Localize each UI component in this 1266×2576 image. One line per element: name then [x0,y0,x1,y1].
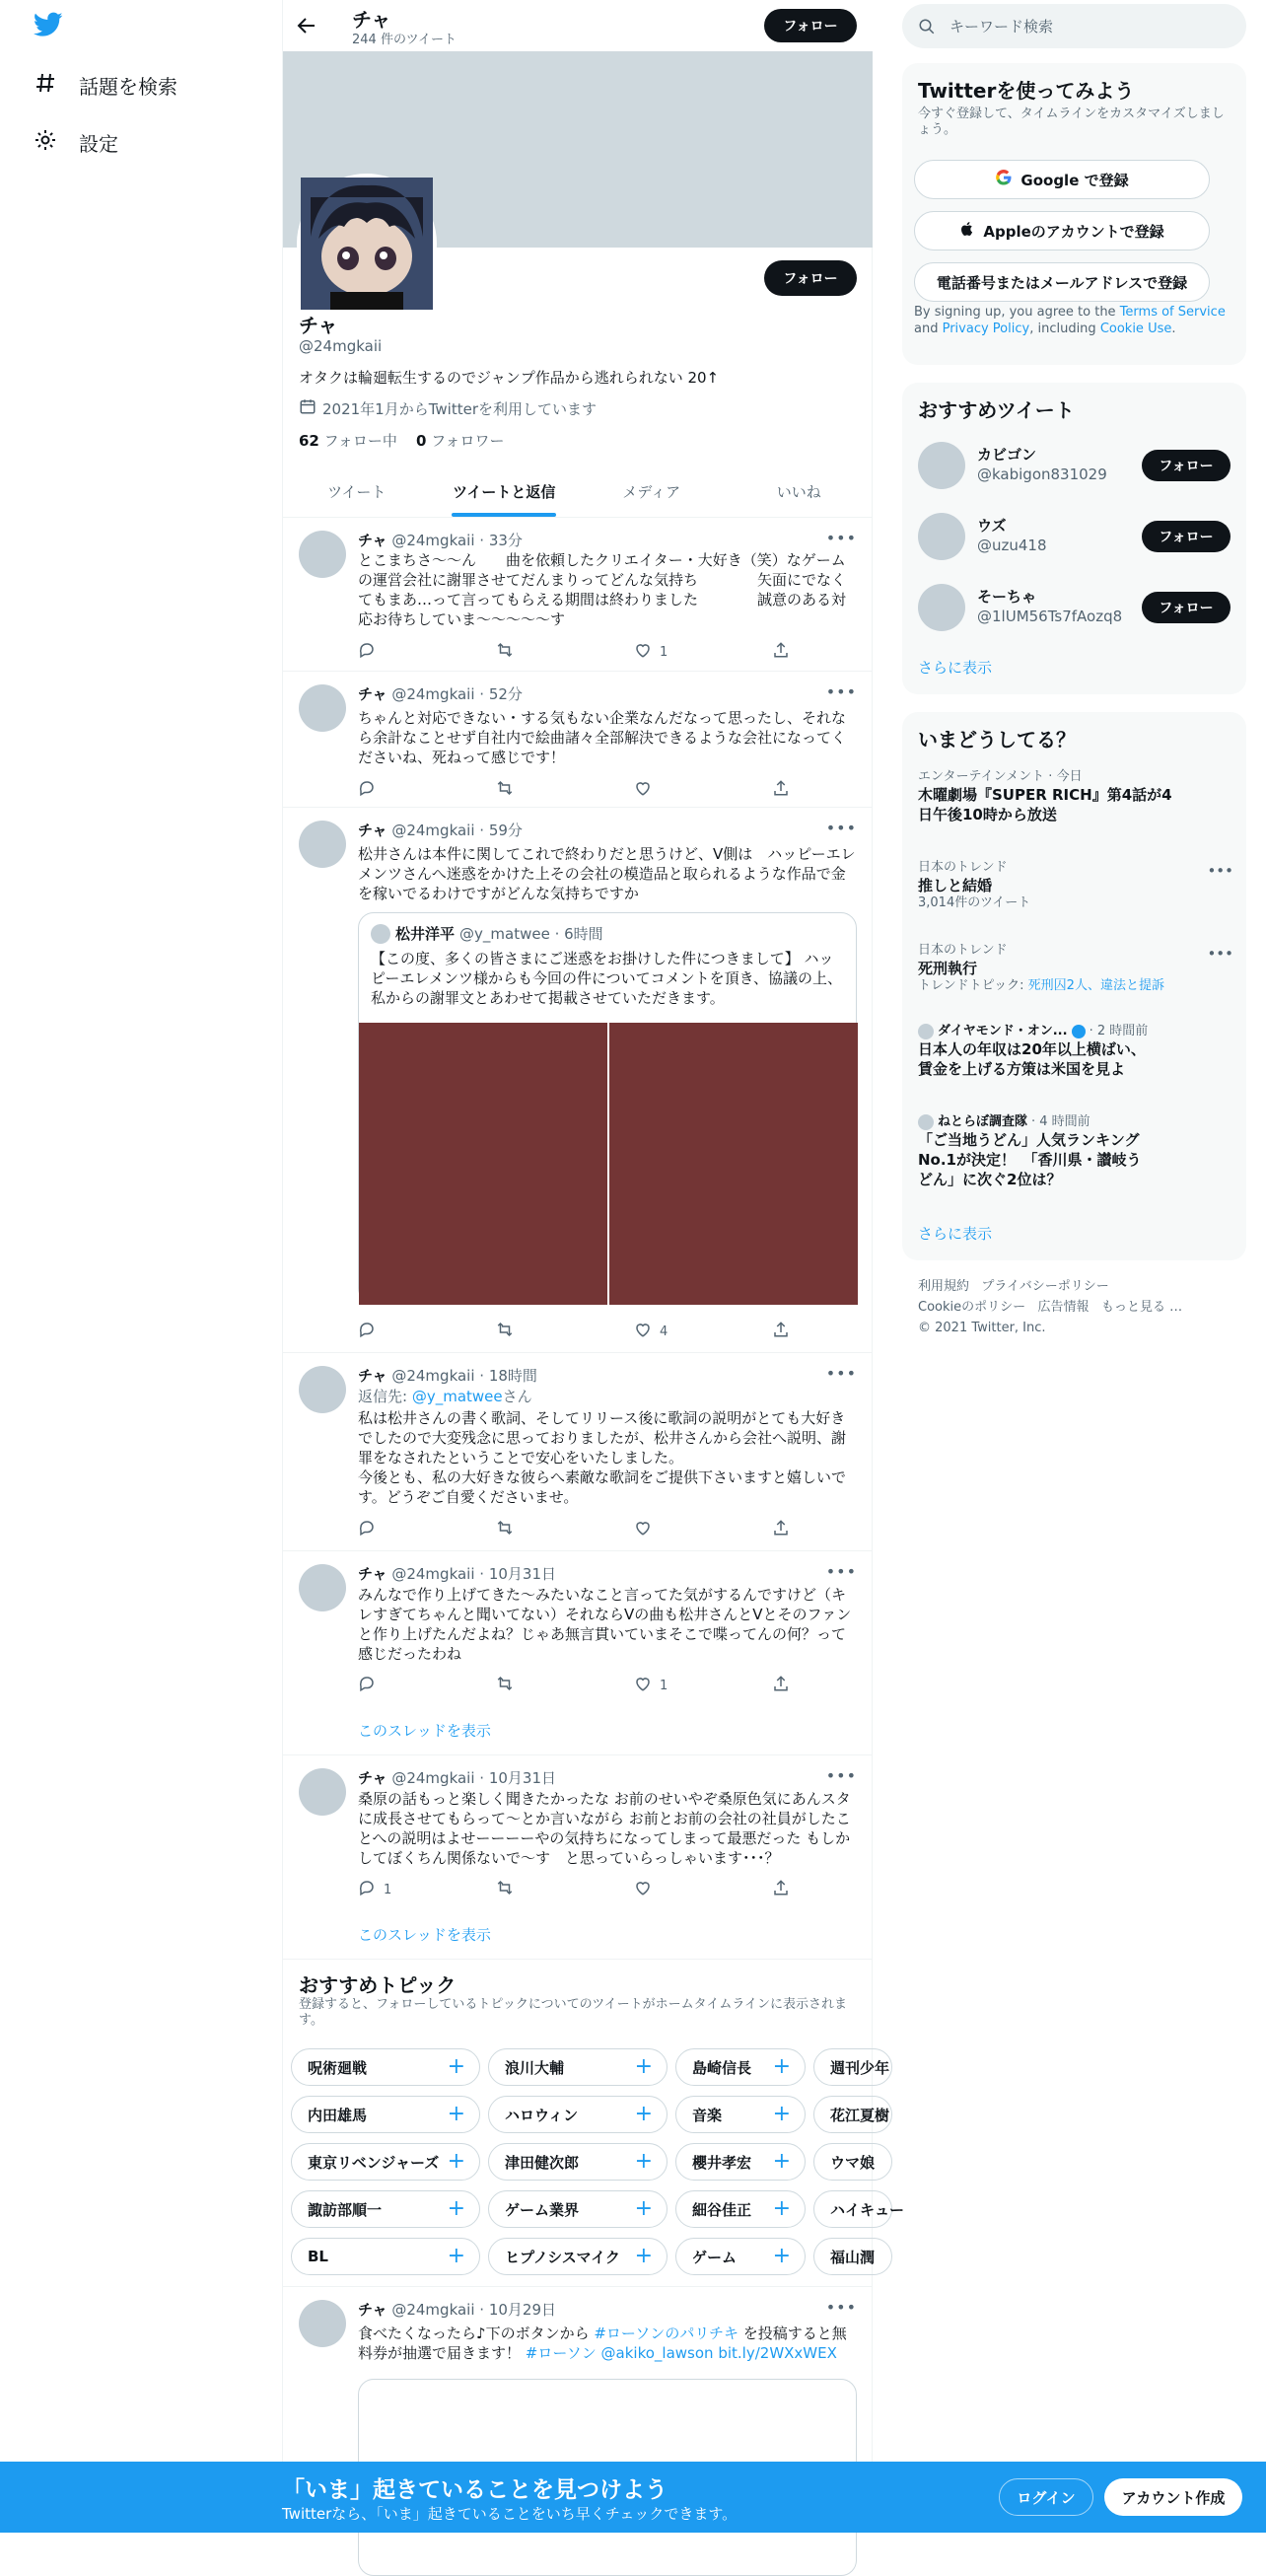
topic-chip[interactable] [488,2048,668,2086]
topic-label: 細谷佳正 [692,2200,752,2219]
topic-label: ハイキュー [830,2200,905,2219]
plus-icon[interactable]: + [447,2054,465,2079]
who-to-follow-panel [902,383,1246,694]
topic-chip[interactable] [488,2096,668,2133]
retweet-icon [496,1675,514,1696]
heart-icon [634,1321,652,1342]
retweet-button[interactable] [496,641,604,663]
reply-to-mention[interactable]: @y_matwee [411,1388,503,1405]
topic-label: 福山潤 [830,2248,876,2266]
bottom-bar-subtitle: Twitterなら、「いま」起きていることをいち早くチェックできます。 [282,2505,738,2523]
more-icon[interactable]: ••• [825,1562,857,1581]
tweet-text: 桑原の話もっと楽しく聞きたかったな お前のせいやぞ桑原色気にあんスタに成長させてもらって〜とか言いながら お前とお前の会社の社員がしたことへの説明はよせーーーーやの気持ちになってしまって最悪だった もしかしてぼくちん関係ないで〜す と思っていらっしゃいます･･･？ [358,1790,851,1867]
recommended-user[interactable] [902,430,1246,501]
trend-item[interactable] [918,943,1233,994]
header-title: チャ [352,8,391,32]
share-icon [772,1321,790,1342]
source-avatar [918,1114,934,1130]
user-avatar[interactable] [918,584,965,631]
topic-label: 音楽 [692,2106,723,2124]
tab-tweets[interactable]: ツイート [327,482,387,501]
topic-label: ヒプノシスマイク [505,2248,620,2266]
quote-image[interactable] [359,1023,858,1305]
trend-name: 推しと結婚 [918,877,993,894]
verified-badge-icon [1072,1025,1086,1038]
trend-tweet-count: 3,014件のツイート [918,895,1031,910]
topic-chip[interactable] [291,2143,480,2181]
topic-label: 津田健次郎 [505,2153,580,2172]
plus-icon[interactable]: + [447,2149,465,2174]
signup-panel [902,63,1246,365]
topics-description: 登録すると、フォローしているトピックについてのツイートがホームタイムラインに表示されます。 [299,1997,848,2028]
tweet-header: チャ @24mgkaii · 52分 [358,685,523,703]
tweet-actions [358,1322,792,1341]
reply-button[interactable] [358,1321,466,1342]
plus-icon[interactable]: + [634,2244,653,2268]
plus-icon[interactable]: + [634,2054,653,2079]
reply-button[interactable] [358,641,466,663]
plus-icon[interactable]: + [634,2196,653,2221]
nav-explore-label: 話題を検索 [79,75,177,99]
share-icon [772,1675,790,1696]
who-to-follow-title: おすすめツイート [918,398,1075,422]
news-item[interactable] [918,1114,1233,1189]
follow-button[interactable]: フォロー [1142,450,1231,481]
tweet-text: 松井さんは本件に関してこれで終わりだと思うけど、V側は ハッピーエレメンツさんへ迷惑をかけた上その会社の模造品と取られるような作品で金を稼いでるわけですがどんな気持ちですか [358,845,856,902]
show-more-link[interactable]: さらに表示 [918,1225,993,1243]
profile-bio: オタクは輪廻転生するのでジャンプ作品から逃れられない 20↑ [299,369,720,387]
bottom-bar-title: 「いま」起きていることを見つけよう [282,2477,668,2503]
tweet-avatar[interactable] [299,821,346,868]
signup-bottom-bar [0,2462,1266,2533]
more-icon[interactable]: ••• [825,1364,857,1383]
share-icon [772,1519,790,1540]
trend-category: エンターテインメント · 今日 [918,769,1083,784]
tweet-avatar[interactable] [299,1768,346,1816]
tweet-header: チャ @24mgkaii · 18時間 [358,1367,537,1385]
topics-title: おすすめトピック [299,1973,457,1997]
more-icon[interactable]: ••• [825,682,857,701]
footer-link[interactable]: もっと見る … [1100,1300,1183,1315]
topic-chip[interactable] [488,2190,668,2228]
user-handle: @kabigon831029 [977,465,1107,483]
gear-icon [34,128,57,157]
plus-icon[interactable]: + [772,2244,791,2268]
terms-link[interactable]: Terms of Service [1119,305,1226,320]
trend-topic-links[interactable]: 死刑囚2人、違法と提訴 [1027,978,1164,993]
following-link[interactable]: 62 フォロー中 [299,432,397,450]
url-link[interactable]: bit.ly/2WXxWEX [718,2344,837,2362]
user-avatar[interactable] [918,442,965,489]
topic-chip[interactable] [291,2048,480,2086]
plus-icon[interactable]: + [447,2196,465,2221]
plus-icon[interactable]: + [772,2149,791,2174]
profile-name: チャ [299,314,338,337]
tweet-text: みんなで作り上げてきた〜みたいなこと言ってた気がするんですけど（キレすぎてちゃんと聞いてない）それならVの曲も松井さんとVとそのファンと作り上げたんだよね？じゃあ無言貫いていまそこで喋ってんの何？って感じだったわね [358,1586,852,1663]
user-name: カビゴン [977,446,1037,464]
source-avatar [918,1024,934,1039]
like-button[interactable]: 1 [634,1675,742,1696]
footer-link[interactable]: プライバシーポリシー [981,1279,1109,1294]
like-button[interactable]: 1 [634,641,742,663]
quote-text: 【この度、多くの皆さまにご迷惑をお掛けした件につきまして】 ハッピーエレメンツ様からも今回の件についてコメントを頂き、協議の上、私からの謝罪文とあわせて掲載させていただきます。 [371,950,843,1007]
retweet-button[interactable] [496,1879,604,1900]
retweet-button[interactable] [496,1321,604,1342]
reply-icon [358,1879,376,1900]
profile-joined [299,397,597,419]
phone-email-signup-button[interactable]: 電話番号またはメールアドレスで登録 [914,262,1210,302]
topic-label: 東京リベンジャーズ [308,2153,440,2172]
topic-label: 島崎信長 [692,2058,752,2077]
more-icon[interactable]: ••• [825,819,857,837]
share-button[interactable] [772,1321,792,1342]
reply-button[interactable] [358,779,466,801]
share-button[interactable] [772,1879,792,1900]
nav-settings[interactable] [34,128,118,157]
topic-chip[interactable] [675,2238,806,2275]
like-button[interactable] [634,779,742,801]
reply-icon [358,779,376,801]
tweet-avatar[interactable] [299,1564,346,1611]
cookie-link[interactable]: Cookie Use [1099,322,1172,336]
reply-icon [358,641,376,663]
recommended-user[interactable] [902,572,1246,643]
like-button[interactable]: 4 [634,1321,742,1342]
recommended-topics [283,1960,905,2287]
topic-chip[interactable] [291,2238,480,2275]
retweet-icon [496,779,514,801]
signup-button[interactable]: アカウント作成 [1104,2478,1242,2516]
privacy-link[interactable]: Privacy Policy [942,322,1030,336]
topic-chip[interactable] [291,2190,480,2228]
tweet[interactable] [283,673,873,808]
tweet-actions [358,1676,792,1695]
header-follow-button[interactable]: フォロー [764,9,857,42]
profile-avatar[interactable] [297,174,437,314]
plus-icon[interactable]: + [772,2102,791,2126]
like-button[interactable] [634,1879,742,1900]
topic-label: ハロウィン [505,2106,579,2124]
trends-panel [902,712,1246,1260]
tweet-avatar[interactable] [299,684,346,732]
topic-label: 花江夏樹 [830,2106,890,2124]
tweet-avatar[interactable] [299,2300,346,2347]
user-avatar[interactable] [918,513,965,560]
tweet-actions [358,1520,792,1539]
follow-button[interactable]: フォロー [1142,592,1231,623]
tweet-count: 244 件のツイート [352,33,457,47]
heart-icon [634,1519,652,1540]
search-icon [918,18,936,36]
plus-icon[interactable]: + [634,2102,653,2126]
left-navigation [0,0,282,2533]
topic-label: 櫻井孝宏 [692,2153,752,2172]
back-arrow-icon[interactable] [295,14,318,37]
show-thread-link[interactable]: このスレッドを表示 [358,1926,491,1944]
topic-chip[interactable] [675,2048,806,2086]
reply-to-line: 返信先: @y_matweeさん [358,1388,532,1405]
topic-label: 浪川大輔 [505,2058,565,2077]
tab-media[interactable]: メディア [622,482,681,501]
tweet[interactable] [283,1756,873,1960]
tab-likes[interactable]: いいね [776,482,821,501]
plus-icon[interactable]: + [772,2054,791,2079]
followers-link[interactable]: 0 フォロワー [416,432,505,450]
trend-topics: トレンドトピック: 死刑囚2人、違法と提訴 [918,978,1164,993]
login-button[interactable]: ログイン [999,2478,1093,2516]
user-name: ウズ [977,517,1007,535]
main-column [282,0,905,2533]
twitter-logo-icon[interactable] [34,12,63,41]
retweet-icon [496,1321,514,1342]
tweet-avatar[interactable] [299,531,346,578]
plus-icon[interactable]: + [447,2244,465,2268]
reply-button[interactable]: 1 [358,1879,466,1900]
profile-handle: @24mgkaii [299,337,383,355]
terms-notice: By signing up, you agree to the Terms of Service and Privacy Policy, including Cookie Use. [914,305,1226,336]
user-handle: @1lUM56Ts7fAozq8 [977,608,1123,625]
joined-text: 2021年1月からTwitterを利用しています [322,399,597,418]
share-button[interactable] [772,1675,792,1696]
google-signup-label: Google で登録 [1020,171,1129,189]
trend-item[interactable] [918,860,1233,911]
hashtag-link[interactable]: #ローソンのパリチキ [594,2325,739,2342]
retweet-button[interactable] [496,1675,604,1696]
retweet-icon [496,1879,514,1900]
share-icon [772,1879,790,1900]
tweet-header: チャ @24mgkaii · 10月31日 [358,1769,556,1787]
plus-icon[interactable]: + [634,2149,653,2174]
apple-signup-button[interactable] [914,211,1210,250]
topic-label: 呪術廻戦 [308,2058,368,2077]
tweet-actions [358,1880,792,1899]
follow-stats [299,430,504,451]
heart-icon [634,641,652,663]
hashtag-link[interactable]: #ローソン [525,2344,597,2362]
profile-follow-button[interactable]: フォロー [764,260,857,296]
topic-label: BL [308,2248,328,2265]
show-more-link[interactable]: さらに表示 [918,659,993,677]
more-icon[interactable]: ••• [825,2298,857,2317]
tweet-text: とこまちさ〜〜ん 曲を依頼したクリエイター・大好き（笑）なゲームの運営会社に謝罪させてだんまりってどんな気持ち 矢面にでなくてもまあ…って言ってもらえる期間は終わりました 誠意のある対応お待ちしていま〜〜〜〜〜す [358,551,847,628]
more-icon[interactable]: ••• [825,529,857,547]
retweet-button[interactable] [496,779,604,801]
trend-name: 死刑執行 [918,960,978,977]
reply-icon [358,1675,376,1696]
tweet[interactable] [283,809,873,1353]
calendar-icon [299,397,316,419]
topic-label: 週刊少年 [830,2058,890,2077]
tweet[interactable] [283,1552,873,1755]
follow-button[interactable]: フォロー [1142,521,1231,552]
tweet-header: チャ @24mgkaii · 10月31日 [358,1565,556,1583]
quoted-tweet[interactable] [358,912,857,1304]
quote-header: 松井洋平 @y_matwee · 6時間 [371,923,603,944]
signup-title: Twitterを使ってみよう [918,79,1135,103]
news-item[interactable] [918,1024,1233,1079]
reply-icon [358,1519,376,1540]
more-icon[interactable]: ••• [1207,862,1233,880]
trend-name: 木曜劇場『SUPER RICH』第4話が4日午後10時から放送 [918,786,1172,823]
heart-icon [634,1879,652,1900]
google-signup-button[interactable] [914,160,1210,199]
retweet-icon [496,641,514,663]
more-icon[interactable]: ••• [1207,945,1233,963]
plus-icon[interactable]: + [447,2102,465,2126]
topic-label: 内田雄馬 [308,2106,368,2124]
topic-chip[interactable] [488,2143,668,2181]
footer-link[interactable]: Cookieのポリシー [918,1300,1026,1315]
profile-header-bar [283,0,873,51]
topic-chip[interactable] [488,2238,668,2275]
plus-icon[interactable]: + [772,2196,791,2221]
google-icon [995,169,1013,190]
reply-button[interactable] [358,1519,466,1540]
tweet-text: ちゃんと対応できない・する気もない企業なんだなって思ったし、それなら余計なことせず自社内で絵曲諸々全部解決できるような会社になってくださいね、死ねって感じです！ [358,709,847,766]
apple-signup-label: Appleのアカウントで登録 [983,222,1164,241]
like-button[interactable] [634,1519,742,1540]
tweet-header: チャ @24mgkaii · 33分 [358,532,523,549]
topic-label: ウマ娘 [830,2153,876,2172]
tweet-text: 私は松井さんの書く歌詞、そしてリリース後に歌詞の説明がとても大好きでしたので大変残念に思っておりましたが、松井さんから会社へ説明、謝罪をなされたということで安心をいたしました。 今後とも、私の大好きな彼らへ素敵な歌詞をご提供下さいますと嬉しいです。どうぞご自愛くださいませ。 [358,1409,847,1506]
more-icon[interactable]: ••• [825,1766,857,1785]
hashtag-icon [34,71,57,100]
footer-links [918,1276,1233,1338]
recommended-user[interactable] [902,501,1246,572]
tweet-header: チャ @24mgkaii · 10月29日 [358,2301,556,2319]
retweet-button[interactable] [496,1519,604,1540]
trend-item[interactable] [918,769,1233,824]
news-headline: 「ご当地うどん」人気ランキングNo.1が決定！ 「香川県・讃岐うどん」に次ぐ2位は？ [918,1131,1142,1188]
topic-label: ゲーム業界 [505,2200,580,2219]
topic-chip[interactable] [291,2096,480,2133]
quote-avatar [371,924,390,944]
footer-link[interactable]: 利用規約 [918,1279,970,1294]
reply-icon [358,1321,376,1342]
search-box[interactable] [902,4,1246,48]
news-headline: 日本人の年収は20年以上横ばい、賃金を上げる方策は米国を見よ [918,1040,1146,1078]
profile-tabs [283,465,873,518]
topic-label: ゲーム [692,2248,738,2266]
retweet-icon [496,1519,514,1540]
nav-settings-label: 設定 [79,132,118,156]
share-button[interactable] [772,779,792,801]
tweet-actions [358,780,792,800]
reply-button[interactable] [358,1675,466,1696]
show-thread-link[interactable]: このスレッドを表示 [358,1722,491,1740]
trends-title: いまどうしてる？ [918,728,1076,751]
share-icon [772,779,790,801]
topic-chip[interactable] [675,2143,806,2181]
mention-link[interactable]: @akiko_lawson [600,2344,714,2362]
topic-chip[interactable] [675,2096,806,2133]
tab-tweets-and-replies[interactable]: ツイートと返信 [431,465,579,517]
signup-description: 今すぐ登録して、タイムラインをカスタマイズしましょう。 [918,107,1225,137]
tweet-actions [358,642,792,662]
heart-icon [634,1675,652,1696]
user-handle: @uzu418 [977,537,1047,554]
news-source: ねとらぼ調査隊 · 4 時間前 [918,1114,1233,1130]
share-button[interactable] [772,1519,792,1540]
footer-link[interactable]: 広告情報 [1037,1300,1090,1315]
topic-chip[interactable] [675,2190,806,2228]
search-placeholder: キーワード検索 [950,18,1054,36]
copyright: © 2021 Twitter, Inc. [918,1321,1046,1335]
share-icon [772,641,790,663]
trend-category: 日本のトレンド [918,860,1008,875]
right-sidebar [873,0,1266,2533]
tweet[interactable] [283,1354,873,1551]
tweet[interactable] [283,519,873,672]
trend-category: 日本のトレンド [918,943,1008,958]
topic-label: 諏訪部順一 [308,2200,383,2219]
nav-explore[interactable] [34,71,177,100]
news-source: ダイヤモンド・オン... · 2 時間前 [918,1024,1233,1039]
apple-icon [959,220,975,242]
tweet-avatar[interactable] [299,1366,346,1413]
heart-icon [634,779,652,801]
share-button[interactable] [772,641,792,663]
user-name: そーちゃ [977,588,1037,606]
tweet-header: チャ @24mgkaii · 59分 [358,822,523,839]
tweet-text: 食べたくなったら♪下のボタンから #ローソンのパリチキ を投稿すると無料券が抽選で届きます！ #ローソン @akiko_lawson bit.ly/2WXxWEX [358,2325,847,2362]
